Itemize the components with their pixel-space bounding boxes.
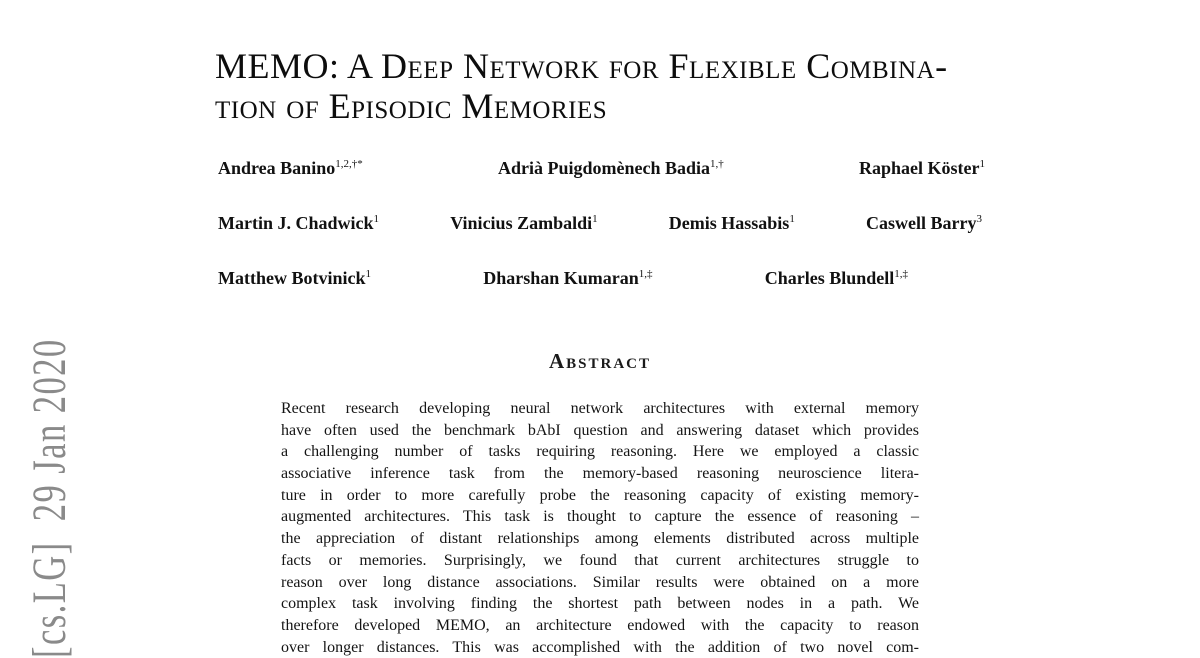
author-superscript: 1 <box>365 268 371 280</box>
paper-title-line-2: tion of Episodic Memories <box>215 86 608 126</box>
author-name: Adrià Puigdomènech Badia <box>497 158 710 178</box>
author-adria-puigdomenech-badia <box>498 158 724 179</box>
author-row-3 <box>218 268 908 289</box>
author-superscript: 1 <box>373 213 380 225</box>
abstract-line: augmented architectures. This task is thought to capture the essence of reasoning – <box>281 508 919 526</box>
author-name: Matthew Botvinick <box>218 268 366 288</box>
author-caswell-barry <box>866 213 982 234</box>
author-superscript: 1 <box>592 213 598 225</box>
author-row-2 <box>218 213 982 234</box>
author-superscript: 3 <box>976 213 982 225</box>
abstract-line: have often used the benchmark bAbI question and answering dataset which provides <box>281 421 919 439</box>
abstract-line: associative inference task from the memory-based reasoning neuroscience litera- <box>281 465 919 483</box>
author-raphael-koster <box>859 158 985 179</box>
author-name: Caswell Barry <box>866 213 977 233</box>
author-matthew-botvinick <box>218 268 371 289</box>
author-name: Raphael Köster <box>858 158 980 178</box>
author-name: Martin J. Chadwick <box>218 213 374 233</box>
abstract-line: over longer distances. This was accomplished with the addition of two novel com- <box>281 638 919 656</box>
author-name: Andrea Banino <box>218 158 336 178</box>
abstract-line: complex task involving finding the shortest path between nodes in a path. We <box>281 595 919 613</box>
abstract-line: therefore developed MEMO, an architecture endowed with the capacity to reason <box>281 616 919 634</box>
author-name: Demis Hassabis <box>668 213 790 233</box>
author-name: Vinicius Zambaldi <box>450 213 593 233</box>
author-superscript: 1,‡ <box>894 268 908 280</box>
abstract-line: Recent research developing neural network architectures with external memory <box>281 400 919 417</box>
paper-title <box>215 46 948 126</box>
abstract-heading: Abstract <box>548 349 652 373</box>
author-superscript: 1 <box>789 213 795 225</box>
author-name: Charles Blundell <box>764 268 895 288</box>
abstract-line: the appreciation of distant relationships among elements distributed across multiple <box>281 530 919 548</box>
author-martin-j-chadwick <box>218 213 379 234</box>
author-dharshan-kumaran <box>483 268 652 289</box>
paper-title-line-1: MEMO: A Deep Network for Flexible Combina- <box>215 46 948 86</box>
abstract-line: reason over long distance associations. Similar results were obtained on a more <box>281 573 919 591</box>
abstract-line: ture in order to more carefully probe the reasoning capacity of existing memory- <box>281 486 919 504</box>
author-superscript: 1,2,†* <box>335 158 363 170</box>
abstract-body <box>281 398 919 658</box>
author-superscript: 1 <box>979 158 985 170</box>
abstract-line: facts or memories. Surprisingly, we found that current architectures struggle to <box>281 551 919 569</box>
author-andrea-banino <box>218 158 363 179</box>
author-row-1 <box>218 158 985 179</box>
author-demis-hassabis <box>669 213 795 234</box>
abstract-line: a challenging number of tasks requiring reasoning. Here we employed a classic <box>281 443 919 461</box>
author-superscript: 1,‡ <box>638 268 653 280</box>
author-charles-blundell <box>765 268 908 289</box>
arxiv-watermark: [cs.LG] 29 Jan 2020 <box>23 338 76 658</box>
author-superscript: 1,† <box>709 158 724 170</box>
author-vinicius-zambaldi <box>450 213 597 234</box>
author-name: Dharshan Kumaran <box>483 268 639 288</box>
